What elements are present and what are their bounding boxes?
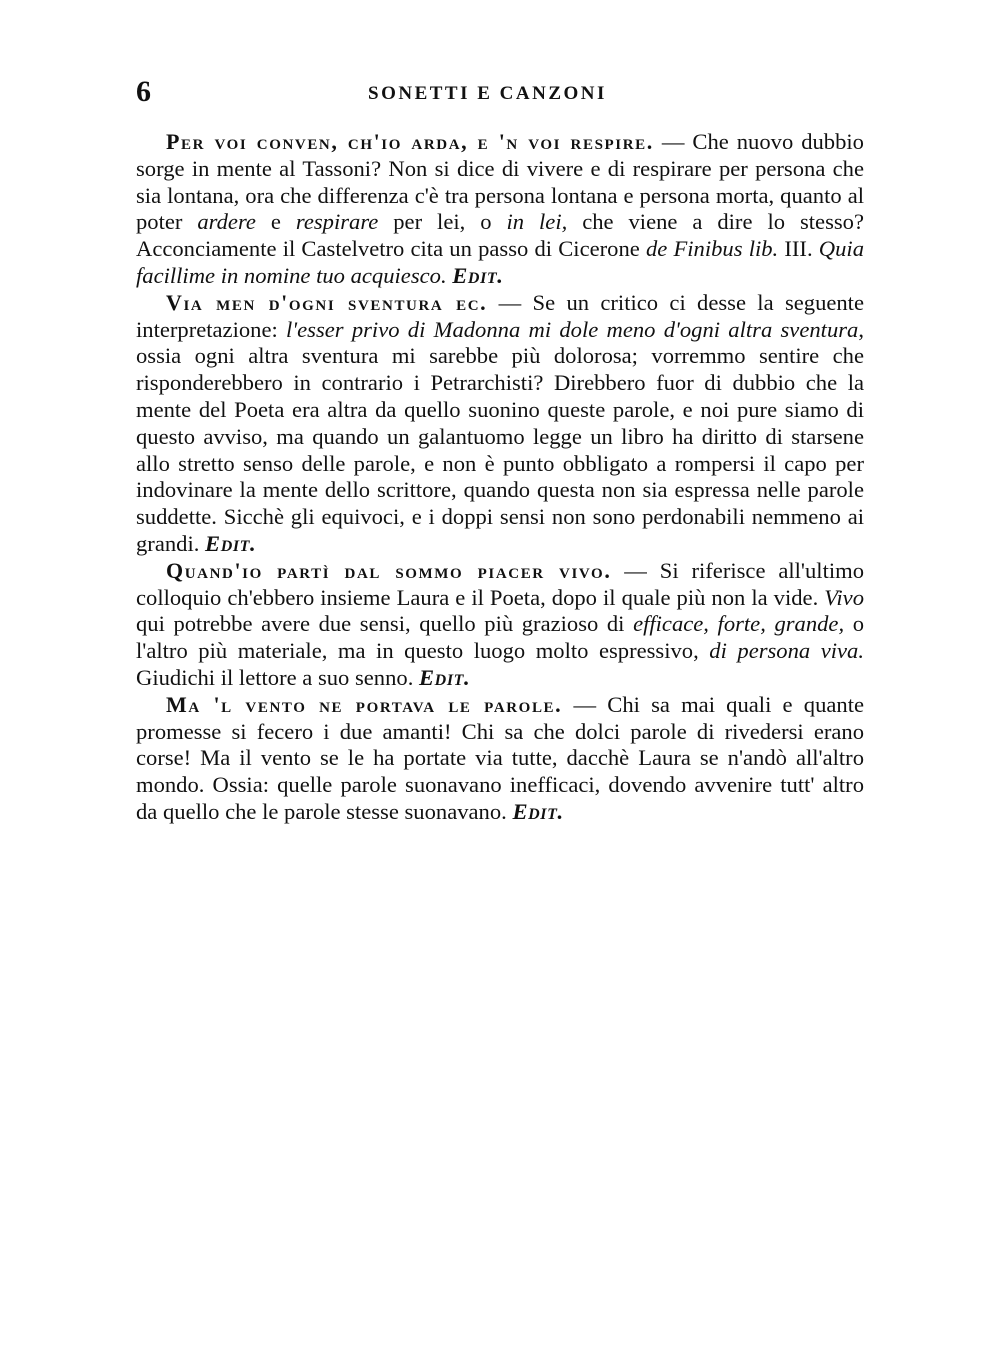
text-run: qui potrebbe avere due sensi, quello più grazioso di <box>136 611 634 637</box>
text-run: o l'altro più materiale, ma in questo luogo molto espressivo, <box>136 611 864 664</box>
italic-run: Vivo <box>824 584 864 610</box>
note-lemma: Quand'io partì dal sommo piacer vivo. <box>166 557 612 583</box>
italic-run: ardere <box>197 209 256 235</box>
text-run: , ossia ogni altra sventura mi sarebbe più dolorosa; vorremmo sentire che risponderebbero in contrario i Petrarchisti? Direbbero fuor di dubbio che la mente del Poeta era altra da quello suonino queste parole, e noi pure siamo di questo avviso, ma quando un galantuomo legge un libro ha diritto di starsene allo stretto senso delle parole, e non è punto obbligato a rompersi il capo per indovinare la mente dello scrittore, quando questa non sia espressa nelle parole suddette. Sicchè gli equivoci, e i doppi sensi non sono perdonabili nemmeno ai grandi. <box>136 316 864 556</box>
editor-signature: Edit. <box>512 798 564 824</box>
text-run: — Chi sa mai quali e quante promesse si fecero i due amanti! Chi sa che dolci parole di rivedersi erano corse! Ma il vento se le ha portate via tutte, dacchè Laura se n'andò all'altro mondo. Ossia: quelle parole suonavano inefficaci, dovendo avvenire tutt' altro da quello che le parole stesse suonavano. <box>136 691 864 824</box>
note-lemma: Per voi conven, ch'io arda, e 'n voi respire. <box>166 129 654 154</box>
italic-run: de Finibus lib. <box>645 236 779 262</box>
editor-signature: Edit. <box>452 262 504 288</box>
page-header <box>136 72 864 112</box>
text-run: — Si riferisce all'ultimo colloquio ch'ebbero insieme Laura e il Poeta, dopo il quale più non la vide. <box>136 557 865 610</box>
italic-run: respirare <box>295 209 379 235</box>
italic-run: di persona viva. <box>709 638 865 664</box>
note-paragraph <box>136 129 864 290</box>
note-text <box>136 290 864 556</box>
italic-run: in lei, <box>506 209 568 235</box>
note-paragraph <box>136 558 864 692</box>
text-run: e <box>255 209 296 235</box>
italic-run: efficace, forte, grande, <box>633 611 845 637</box>
note-paragraph <box>136 290 864 558</box>
italic-run: l'esser privo di Madonna mi dole meno d'ogni altra sventura <box>286 316 859 342</box>
editor-signature: Edit. <box>205 530 257 556</box>
note-paragraph <box>136 692 864 826</box>
text-run: — Se un critico ci desse la seguente interpretazione: <box>136 289 864 342</box>
italic-run: Quia facillime in nomine tuo acquiesco. <box>136 236 864 288</box>
text-run: che viene a dire lo stesso? Acconciamente il Castelvetro cita un passo di Cicerone <box>136 209 864 262</box>
text-run: Giudichi il lettore a suo senno. <box>136 664 419 690</box>
note-lemma: Via men d'ogni sventura ec. <box>166 289 488 315</box>
running-title: SONETTI E CANZONI <box>368 83 607 104</box>
note-lemma: Ma 'l vento ne portava le parole. <box>166 691 563 717</box>
text-run: III. <box>778 236 819 262</box>
commentary-body <box>136 129 864 826</box>
page-number: 6 <box>136 75 151 108</box>
editor-signature: Edit. <box>419 664 471 690</box>
text-run: — Che nuovo dubbio sorge in mente al Tassoni? Non si dice di vivere e di respirare per persona che sia lontana, ora che differenza c'è tra persona lontana e persona morta, quanto al poter <box>136 129 864 235</box>
text-run: per lei, o <box>378 209 507 235</box>
